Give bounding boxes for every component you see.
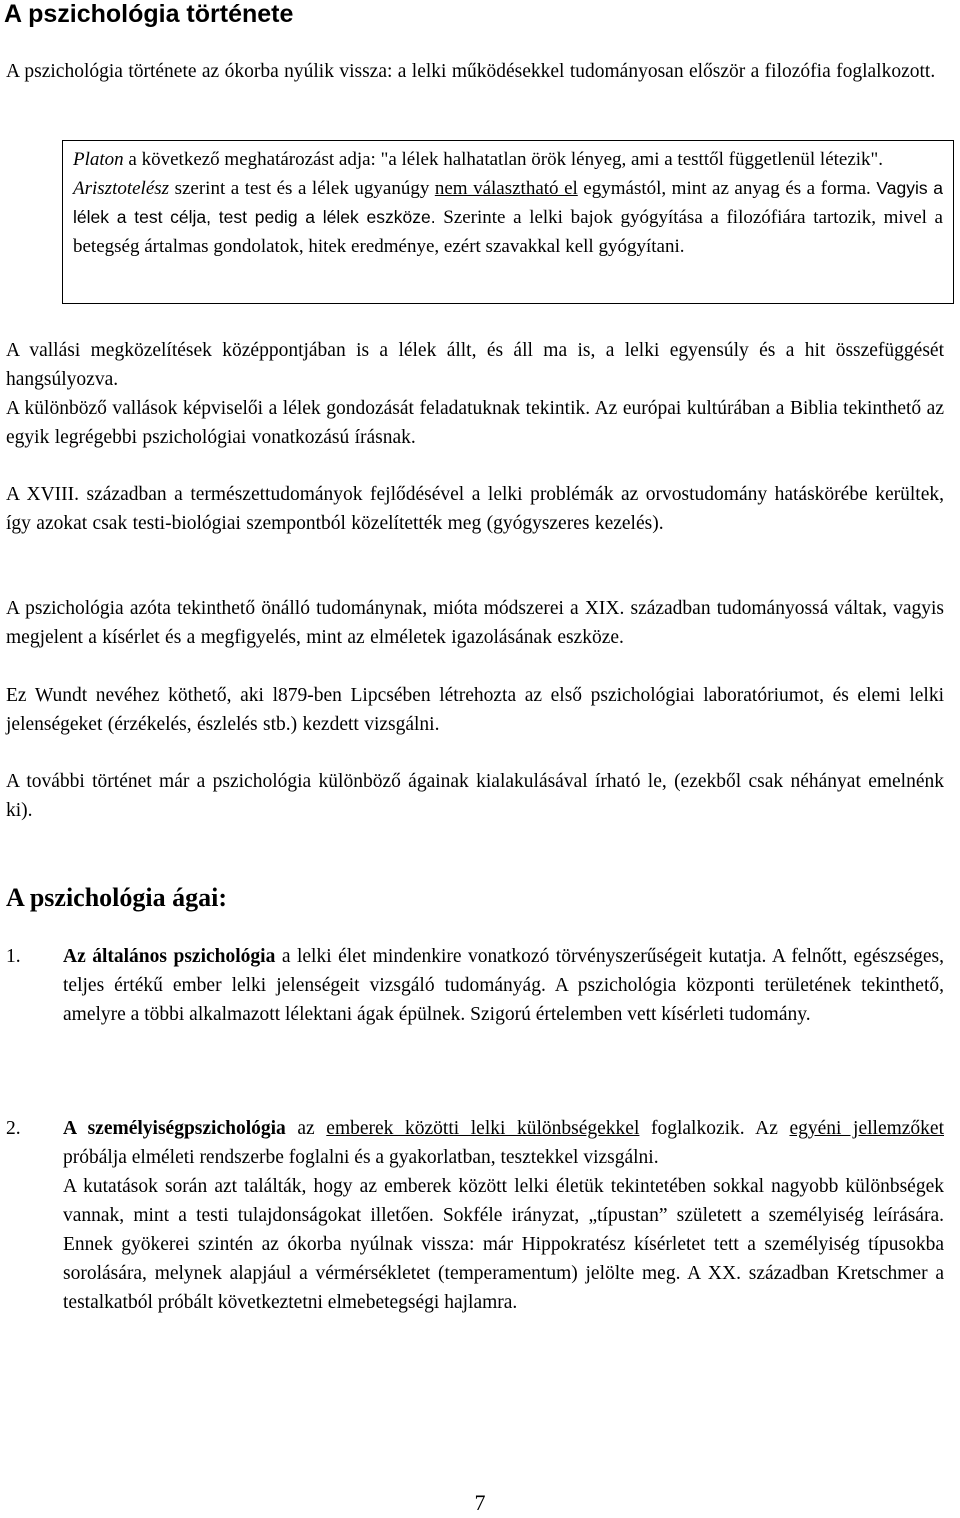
arisztotelesz-name: Arisztotelész [73,178,170,199]
xix-century-paragraph: A pszichológia azóta tekinthető önálló tudománynak, mióta módszerei a XIX. században tudományossá váltak, vagyis megjelent a kísérlet és a megfigyelés, mint az elméletek igazolásának eszköze. [6,598,944,648]
platon-name: Platon [73,149,124,170]
wundt-paragraph: Ez Wundt nevéhez köthető, aki l879-ben Lipcsében létrehozta az első pszichológiai laboratóriumot, és elemi lelki jelenségeket (érzékelés, észlelés stb.) kezdett vizsgálni. [6,685,944,735]
item-body [63,942,944,1029]
item-second-paragraph: A kutatások során azt találták, hogy az emberek között lelki életük tekintetében sokkal nagyobb különbségek vannak, mint a testi tulajdonságokat illetően. Sokféle irányzat, „típustan” született a személyiség leírására. Ennek gyökerei szintén az ókorba nyúlnak vissza: már Hippokratész kísérletet tett a személyiség típusokba sorolására, melynek alapjául a vérmérsékletet (temperamentum) jelölte meg. A XX. században Kretschmer a testalkatból próbált következtetni elmebetegségi hajlamra. [63,1176,944,1313]
underlined-phrase-2: egyéni jellemzőket [789,1118,945,1139]
page-title: A pszichológia története [4,0,294,28]
underlined-phrase-1: emberek közötti lelki különbségekkel [326,1118,640,1139]
item-number: 1. [6,946,21,967]
section-title-branches: A pszichológia ágai: [6,883,228,912]
philosophers-box [62,140,954,304]
item-text-3: próbálja elméleti rendszerbe foglalni és a gyakorlatban, tesztekkel vizsgálni. [63,1147,659,1168]
list-item [6,942,944,1029]
item-text-1: az [285,1118,327,1139]
religion-paragraph-2: A különböző vallások képviselői a lélek gondozását feladatuknak tekintik. Az európai kultúrában a Biblia tekinthető az egyik legrégebbi pszichológiai vonatkozású írásnak. [6,398,944,448]
platon-text: a következő meghatározást adja: "a lélek halhatatlan örök lényeg, ami a testtől függetlenül létezik". [123,149,884,170]
arisztotelesz-paragraph [73,174,943,261]
religion-paragraph-1: A vallási megközelítések középpontjában is a lélek állt, és áll ma is, a lelki egyensúly és a hit összefüggését hangsúlyozva. [6,340,944,390]
further-history-paragraph: A további történet már a pszichológia különböző ágainak kialakulásával írható le, (ezekből csak néhányat emelnénk ki). [6,771,944,821]
item-text: a lelki élet mindenkire vonatkozó törvényszerűségeit kutatja. A felnőtt, egészséges, teljes értékű ember lelki jelenségeit vizsgáló tudományág. A pszichológia központi területének tekinthető, amelyre a többi alkalmazott lélektani ágak épülnek. Szigorú értelemben vett kísérleti tudomány. [63,946,944,1025]
item-term: Az általános pszichológia [63,946,276,967]
aris-sans-text: Vagyis a lélek a test célja, test pedig a lélek eszköze. [73,178,943,227]
item-body [63,1114,944,1317]
platon-paragraph [73,145,943,174]
page-number: 7 [474,1490,486,1515]
list-item [6,1114,944,1317]
item-term: A személyiségpszichológia [63,1118,286,1139]
intro-paragraph: A pszichológia története az ókorba nyúlik vissza: a lelki működésekkel tudományosan először a filozófia foglalkozott. [6,61,936,82]
aris-text-2: egymástól, mint az anyag és a forma. [577,178,871,199]
item-number: 2. [6,1118,21,1139]
aris-text-3: Szerinte a lelki bajok gyógyítása a filozófiára tartozik, mivel a betegség ártalmas gondolatok, hitek eredménye, ezért szavakkal kell gyógyítani. [73,207,943,257]
item-text-2: foglalkozik. Az [639,1118,790,1139]
aris-underline: nem választható el [434,178,578,199]
xviii-century-paragraph: A XVIII. században a természettudományok fejlődésével a lelki problémák az orvostudomány hatáskörébe kerültek, így azokat csak testi-biológiai szempontból közelítették meg (gyógyszeres kezelés). [6,484,944,534]
aris-text-1: szerint a test és a lélek ugyanúgy [169,178,435,199]
item-first-paragraph [63,1114,944,1172]
